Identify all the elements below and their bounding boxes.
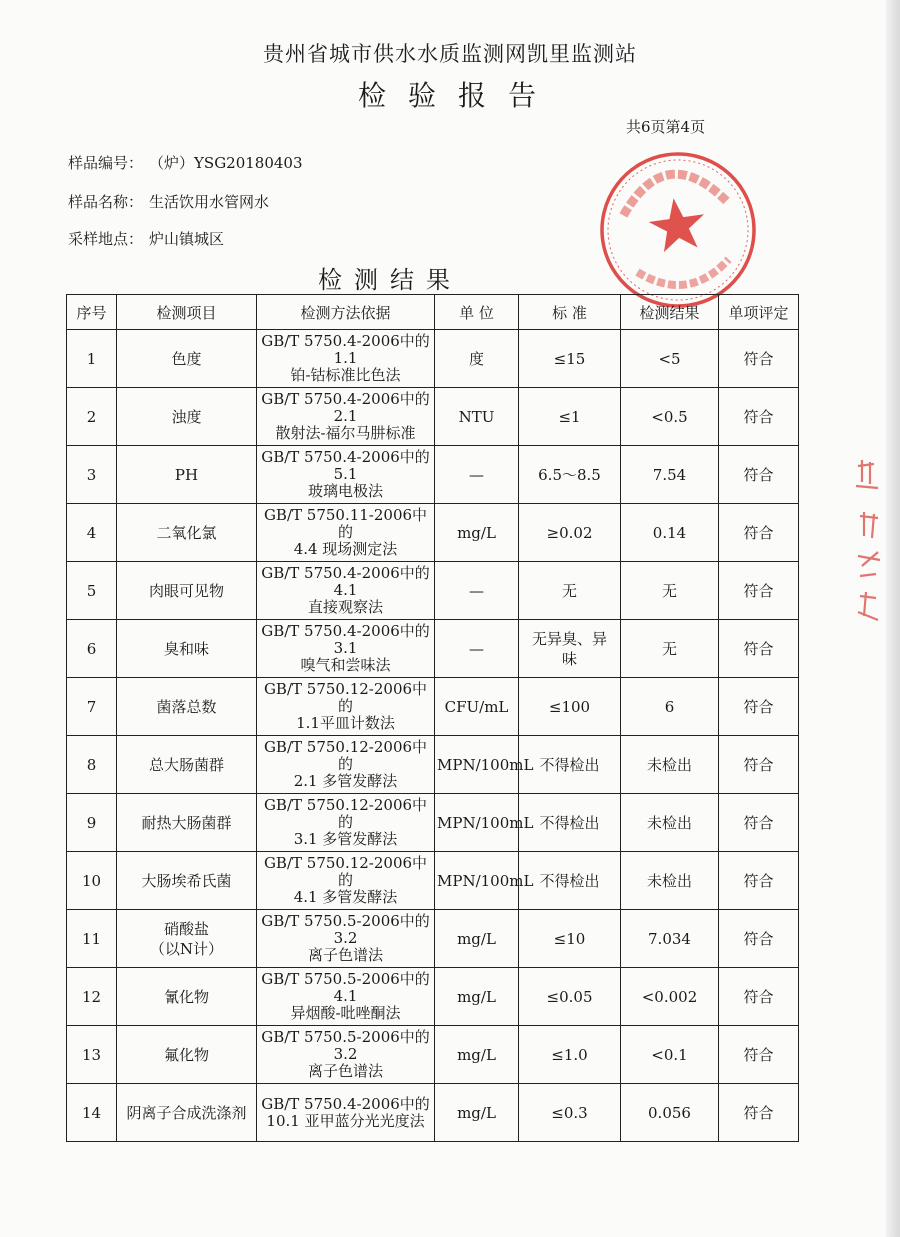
table-row [67, 852, 799, 910]
table-row [67, 504, 799, 562]
row-result: 0.056 [621, 1084, 719, 1142]
results-section-title: 检测结果 [318, 266, 462, 294]
row-evaluation: 符合 [719, 330, 799, 388]
col-seq-header: 序号 [67, 295, 117, 330]
official-seal [596, 148, 760, 312]
row-method: GB/T 5750.4-2006中的3.1 嗅气和尝味法 [257, 620, 435, 678]
row-seq: 8 [67, 736, 117, 794]
row-seq: 9 [67, 794, 117, 852]
row-evaluation: 符合 [719, 1084, 799, 1142]
row-result: 未检出 [621, 794, 719, 852]
table-row [67, 910, 799, 968]
row-method: GB/T 5750.12-2006中的 4.1 多管发酵法 [257, 852, 435, 910]
row-item: 氟化物 [117, 1026, 257, 1084]
row-unit: — [435, 562, 519, 620]
row-seq: 10 [67, 852, 117, 910]
row-standard: ≥0.02 [519, 504, 621, 562]
table-header-row [67, 295, 799, 330]
row-result: <0.002 [621, 968, 719, 1026]
row-standard: ≤15 [519, 330, 621, 388]
row-unit: CFU/mL [435, 678, 519, 736]
row-method: GB/T 5750.5-2006中的3.2 离子色谱法 [257, 910, 435, 968]
row-standard: ≤0.3 [519, 1084, 621, 1142]
row-standard: ≤0.05 [519, 968, 621, 1026]
sample-number-row [68, 152, 303, 173]
row-standard: 不得检出 [519, 736, 621, 794]
row-result: 6 [621, 678, 719, 736]
row-standard: ≤10 [519, 910, 621, 968]
organization-name: 贵州省城市供水水质监测网凯里监测站 [263, 42, 637, 66]
table-row [67, 794, 799, 852]
row-item: 菌落总数 [117, 678, 257, 736]
row-unit: MPN/100mL [435, 852, 519, 910]
table-row [67, 446, 799, 504]
row-standard: 不得检出 [519, 794, 621, 852]
sampling-location-label: 采样地点： [68, 230, 144, 248]
row-standard: 6.5～8.5 [519, 446, 621, 504]
row-standard: 无 [519, 562, 621, 620]
row-unit: mg/L [435, 1084, 519, 1142]
col-item-header: 检测项目 [117, 295, 257, 330]
col-result-header: 检测结果 [621, 295, 719, 330]
page-number: 共6页第4页 [626, 118, 706, 136]
row-evaluation: 符合 [719, 852, 799, 910]
row-standard: ≤1 [519, 388, 621, 446]
table-row [67, 620, 799, 678]
row-result: 7.034 [621, 910, 719, 968]
partial-seal-marks [852, 456, 886, 626]
row-result: 无 [621, 620, 719, 678]
col-method-header: 检测方法依据 [257, 295, 435, 330]
row-result: 7.54 [621, 446, 719, 504]
seal-star-icon [646, 194, 709, 253]
row-method: GB/T 5750.4-2006中的 10.1 亚甲蓝分光光度法 [257, 1084, 435, 1142]
document-title: 检验报告 [357, 79, 558, 112]
row-unit: mg/L [435, 910, 519, 968]
row-evaluation: 符合 [719, 562, 799, 620]
row-unit: mg/L [435, 504, 519, 562]
table-row [67, 1084, 799, 1142]
row-seq: 1 [67, 330, 117, 388]
row-result: 0.14 [621, 504, 719, 562]
row-item: 肉眼可见物 [117, 562, 257, 620]
table-row [67, 678, 799, 736]
row-method: GB/T 5750.5-2006中的3.2 离子色谱法 [257, 1026, 435, 1084]
row-unit: MPN/100mL [435, 736, 519, 794]
table-row [67, 736, 799, 794]
sampling-location-row [68, 228, 224, 249]
row-evaluation: 符合 [719, 388, 799, 446]
row-seq: 3 [67, 446, 117, 504]
row-method: GB/T 5750.4-2006中的5.1 玻璃电极法 [257, 446, 435, 504]
row-seq: 6 [67, 620, 117, 678]
row-seq: 11 [67, 910, 117, 968]
row-item: 色度 [117, 330, 257, 388]
row-evaluation: 符合 [719, 910, 799, 968]
table-row [67, 388, 799, 446]
row-method: GB/T 5750.5-2006中的4.1 异烟酸-吡唑酮法 [257, 968, 435, 1026]
sample-name-value: 生活饮用水管网水 [149, 193, 270, 211]
row-standard: 不得检出 [519, 852, 621, 910]
row-evaluation: 符合 [719, 968, 799, 1026]
row-item: 阴离子合成洗涤剂 [117, 1084, 257, 1142]
row-item: 耐热大肠菌群 [117, 794, 257, 852]
row-result: 无 [621, 562, 719, 620]
row-result: <0.1 [621, 1026, 719, 1084]
row-method: GB/T 5750.12-2006中的 1.1平皿计数法 [257, 678, 435, 736]
sample-name-row [68, 191, 269, 212]
row-unit: 度 [435, 330, 519, 388]
row-evaluation: 符合 [719, 794, 799, 852]
sample-number-label: 样品编号： [68, 154, 144, 172]
sample-number-value: （炉）YSG20180403 [149, 154, 303, 172]
row-seq: 4 [67, 504, 117, 562]
row-seq: 7 [67, 678, 117, 736]
row-item: 大肠埃希氏菌 [117, 852, 257, 910]
row-evaluation: 符合 [719, 446, 799, 504]
table-row [67, 562, 799, 620]
row-seq: 13 [67, 1026, 117, 1084]
row-evaluation: 符合 [719, 736, 799, 794]
row-seq: 14 [67, 1084, 117, 1142]
row-item: 臭和味 [117, 620, 257, 678]
sample-name-label: 样品名称： [68, 193, 144, 211]
row-item: 氰化物 [117, 968, 257, 1026]
table-row [67, 330, 799, 388]
row-method: GB/T 5750.11-2006中的 4.4 现场测定法 [257, 504, 435, 562]
row-result: <5 [621, 330, 719, 388]
page-edge [886, 0, 900, 1237]
row-item: 总大肠菌群 [117, 736, 257, 794]
row-result: 未检出 [621, 852, 719, 910]
row-method: GB/T 5750.4-2006中的2.1 散射法-福尔马肼标准 [257, 388, 435, 446]
row-seq: 2 [67, 388, 117, 446]
row-method: GB/T 5750.4-2006中的1.1 铂-钴标准比色法 [257, 330, 435, 388]
row-unit: MPN/100mL [435, 794, 519, 852]
col-unit-header: 单 位 [435, 295, 519, 330]
row-method: GB/T 5750.12-2006中的 3.1 多管发酵法 [257, 794, 435, 852]
row-evaluation: 符合 [719, 678, 799, 736]
results-table [66, 294, 799, 1142]
row-item: 二氧化氯 [117, 504, 257, 562]
row-standard: 无异臭、异 味 [519, 620, 621, 678]
row-result: 未检出 [621, 736, 719, 794]
sampling-location-value: 炉山镇城区 [149, 230, 225, 248]
row-item: PH [117, 446, 257, 504]
col-standard-header: 标 准 [519, 295, 621, 330]
col-evaluation-header: 单项评定 [719, 295, 799, 330]
row-standard: ≤1.0 [519, 1026, 621, 1084]
row-item: 浊度 [117, 388, 257, 446]
row-standard: ≤100 [519, 678, 621, 736]
table-row [67, 968, 799, 1026]
row-evaluation: 符合 [719, 620, 799, 678]
row-method: GB/T 5750.4-2006中的4.1 直接观察法 [257, 562, 435, 620]
row-evaluation: 符合 [719, 1026, 799, 1084]
row-unit: NTU [435, 388, 519, 446]
row-evaluation: 符合 [719, 504, 799, 562]
table-row [67, 1026, 799, 1084]
row-result: <0.5 [621, 388, 719, 446]
row-seq: 12 [67, 968, 117, 1026]
row-seq: 5 [67, 562, 117, 620]
row-unit: — [435, 620, 519, 678]
row-method: GB/T 5750.12-2006中的 2.1 多管发酵法 [257, 736, 435, 794]
row-unit: — [435, 446, 519, 504]
row-item: 硝酸盐 （以N计） [117, 910, 257, 968]
row-unit: mg/L [435, 1026, 519, 1084]
row-unit: mg/L [435, 968, 519, 1026]
